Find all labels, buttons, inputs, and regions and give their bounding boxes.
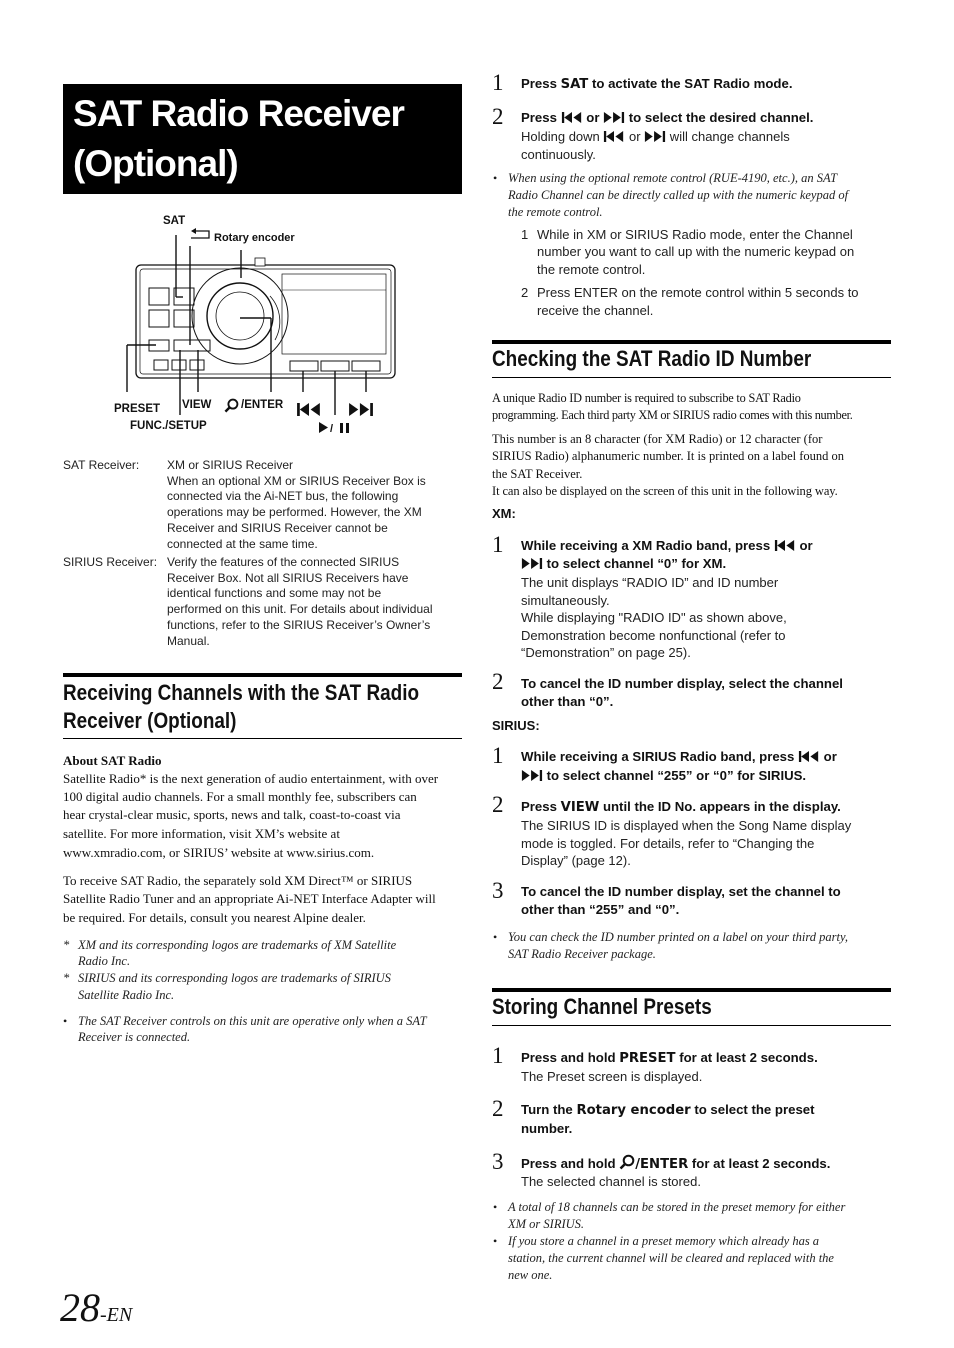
prev-track-icon <box>561 110 583 128</box>
body-text-line: www.xmradio.com, or SIRIUS’ website at www.sirius.com. <box>63 845 375 860</box>
step-text <box>521 109 813 128</box>
bullet: • <box>493 1200 498 1214</box>
body-text-line: A unique Radio ID number is required to subscribe to SAT Radio <box>492 391 801 405</box>
step-text <box>521 75 793 94</box>
step-detail: The selected channel is stored. <box>521 1174 701 1189</box>
next-track-icon <box>603 110 625 128</box>
about-sat-title: About SAT Radio <box>63 753 162 768</box>
play-pause-icon <box>318 421 358 435</box>
label-play-pause: / <box>330 423 334 435</box>
section-rule-thin <box>492 1025 891 1026</box>
definition-term: SAT Receiver: <box>63 458 140 472</box>
note-line: new one. <box>508 1268 553 1282</box>
note-line: The SAT Receiver controls on this unit are operative only when a SAT <box>78 1014 427 1028</box>
definition-line: XM or SIRIUS Receiver <box>167 458 294 472</box>
step-number: 2 <box>492 1096 504 1121</box>
step-detail: mode is toggled. For details, refer to “Changing the <box>521 836 815 851</box>
step-text-part: or <box>795 538 813 553</box>
step-text-part: Turn the <box>521 1102 577 1117</box>
bullet: • <box>63 1014 68 1028</box>
footnote-mark: * <box>63 938 70 952</box>
step-detail: Demonstration become nonfunctional (refer to <box>521 628 786 643</box>
definition-line: Verify the features of the connected SIRIUS <box>167 555 400 569</box>
step-text-part: While receiving a SIRIUS Radio band, press <box>521 749 799 764</box>
step-number: 1 <box>492 70 504 95</box>
page-number-suffix: -EN <box>100 1304 133 1326</box>
body-text-line: the SAT Receiver. <box>492 467 583 481</box>
label-func-setup: FUNC./SETUP <box>130 420 207 432</box>
step-detail: The unit displays “RADIO ID” and ID number <box>521 575 779 590</box>
note-line: If you store a channel in a preset memory which already has a <box>508 1234 820 1248</box>
bullet: • <box>493 930 498 944</box>
step-text <box>521 1101 815 1120</box>
note-line: Radio Channel can be directly called up with the numeric keypad of <box>508 188 849 202</box>
step-text-part: Press <box>521 110 561 125</box>
note-line: the remote control. <box>508 205 603 219</box>
definition-line: When an optional XM or SIRIUS Receiver Box is <box>167 474 426 488</box>
step-text <box>521 555 726 574</box>
page-number <box>60 1286 132 1337</box>
step-text <box>521 1154 830 1175</box>
step-text: To cancel the ID number display, select the channel <box>521 676 843 691</box>
prev-track-icon <box>603 129 625 147</box>
step-number: 1 <box>492 532 504 557</box>
substep-line: Press ENTER on the remote control within 5 seconds to <box>537 285 859 300</box>
definition-line: functions, refer to the SIRIUS Receiver’s Owner’s <box>167 618 431 632</box>
step-text-part: Press and hold <box>521 1155 620 1171</box>
body-text-line: satellite. For more information, visit XM’s website at <box>63 826 340 841</box>
definition-line: Manual. <box>167 634 210 648</box>
step-text-part: to select channel “0” for XM. <box>543 556 727 571</box>
body-text-line: be required. For details, consult you nearest Alpine dealer. <box>63 910 366 925</box>
note-line: XM or SIRIUS. <box>508 1217 585 1231</box>
step-detail: simultaneously. <box>521 593 610 608</box>
footnote-line: XM and its corresponding logos are trademarks of XM Satellite <box>78 938 397 952</box>
step-number: 2 <box>492 669 504 694</box>
step-text-part: to select channel “255” or “0” for SIRIUS. <box>543 768 807 783</box>
prev-track-icon <box>293 403 325 416</box>
step-text <box>521 767 806 786</box>
footnote-line: Satellite Radio Inc. <box>78 988 175 1002</box>
bullet: • <box>493 171 498 185</box>
section-rule <box>492 340 891 344</box>
page-title-block <box>63 84 462 194</box>
footnote-mark: * <box>63 971 70 985</box>
view-key: VIEW <box>560 800 600 815</box>
step-text-part: for at least 2 seconds. <box>688 1155 831 1171</box>
search-icon <box>224 398 239 413</box>
definition-line: connected via the Ai-NET bus, the following <box>167 489 399 503</box>
section-rule-thin <box>63 738 462 739</box>
definition-line: performed on this unit. For details about individual <box>167 602 433 616</box>
xm-label: XM: <box>492 506 516 521</box>
step-text-part: to select the preset <box>690 1102 815 1117</box>
step-number: 1 <box>492 743 504 768</box>
next-track-icon <box>521 768 543 786</box>
label-preset: PRESET <box>114 403 161 415</box>
page-number-value: 28 <box>60 1285 100 1330</box>
note-line: A total of 18 channels can be stored in the preset memory for either <box>508 1200 846 1214</box>
body-text-line: SIRIUS Radio) alphanumeric number. It is printed on a label found on <box>492 449 845 463</box>
body-text-line: This number is an 8 character (for XM Radio) or 12 character (for <box>492 432 823 446</box>
step-detail: The Preset screen is displayed. <box>521 1069 703 1084</box>
definition-term: SIRIUS Receiver: <box>63 555 158 569</box>
section-heading-receiving-2: Receiver (Optional) <box>63 708 237 733</box>
substep-line: While in XM or SIRIUS Radio mode, enter the Channel <box>537 227 853 242</box>
step-text-part: to activate the SAT Radio mode. <box>588 76 793 91</box>
step-text-part: until the ID No. appears in the display. <box>599 799 841 814</box>
label-sat: SAT <box>163 215 186 227</box>
step-number: 3 <box>492 878 504 903</box>
body-text-line: To receive SAT Radio, the separately sold XM Direct™ or SIRIUS <box>63 873 413 888</box>
step-text-part: Press <box>521 76 561 91</box>
section-heading-receiving-1: Receiving Channels with the SAT Radio <box>63 680 420 705</box>
step-detail: Display” (page 12). <box>521 853 631 868</box>
section-heading-presets: Storing Channel Presets <box>492 994 712 1019</box>
step-detail: While displaying "RADIO ID" as shown above, <box>521 610 787 625</box>
step-number: 2 <box>492 792 504 817</box>
sirius-label: SIRIUS: <box>492 718 540 733</box>
body-text-line: programming. Each third party XM or SIRIUS radio comes with this number. <box>492 408 853 422</box>
step-detail: The SIRIUS ID is displayed when the Song Name display <box>521 818 852 833</box>
step-detail-part: or <box>625 129 645 144</box>
step-text <box>521 1049 818 1068</box>
next-track-icon <box>644 129 666 147</box>
step-number: 1 <box>492 1043 504 1068</box>
body-text-line: Satellite Radio* is the next generation of audio entertainment, with over <box>63 771 439 786</box>
step-text: other than “255” and “0”. <box>521 902 680 917</box>
step-text-part: Press and hold <box>521 1050 620 1065</box>
step-text <box>521 537 813 556</box>
note-line: Receiver is connected. <box>78 1030 191 1044</box>
substep-line: the remote control. <box>537 262 646 277</box>
step-text: To cancel the ID number display, set the channel to <box>521 884 841 899</box>
footnote-line: SIRIUS and its corresponding logos are trademarks of SIRIUS <box>78 971 391 985</box>
definition-line: connected at the same time. <box>167 537 318 551</box>
substep-number: 2 <box>521 285 529 300</box>
preset-key: PRESET <box>619 1051 676 1066</box>
substep-number: 1 <box>521 227 529 242</box>
sat-key: SAT <box>560 77 589 92</box>
body-text-line: Satellite Radio Tuner and an appropriate Ai-NET Interface Adapter will <box>63 891 436 906</box>
step-number: 2 <box>492 104 504 129</box>
note-line: When using the optional remote control (RUE-4190, etc.), an SAT <box>508 171 838 185</box>
step-text-part: or <box>820 749 837 764</box>
step-text-part: or <box>582 110 604 125</box>
section-rule <box>63 673 462 677</box>
definition-line: Receiver Box. Not all SIRIUS Receivers have <box>167 571 409 585</box>
device-diagram <box>110 210 410 440</box>
section-rule-thin <box>492 377 891 378</box>
step-text <box>521 748 837 767</box>
label-rotary-encoder: Rotary encoder <box>214 232 295 244</box>
definition-line: operations may be performed. However, the XM <box>167 505 422 519</box>
note-line: You can check the ID number printed on a label on your third party, <box>508 930 849 944</box>
search-icon <box>619 1154 635 1175</box>
enter-key: /ENTER <box>635 1156 689 1172</box>
bullet: • <box>493 1234 498 1248</box>
footnote-line: Radio Inc. <box>78 954 131 968</box>
prev-track-icon <box>774 538 796 556</box>
step-text: number. <box>521 1121 573 1136</box>
substep-line: number you want to call up with the numeric keypad on <box>537 244 855 259</box>
definition-line: Receiver and SIRIUS Receiver cannot be <box>167 521 388 535</box>
step-detail <box>521 128 790 146</box>
next-track-icon <box>346 403 376 416</box>
section-heading-checking: Checking the SAT Radio ID Number <box>492 346 812 371</box>
definition-line: identical functions and some may not be <box>167 586 382 600</box>
step-text: other than “0”. <box>521 694 614 709</box>
step-number: 3 <box>492 1149 504 1174</box>
page-title-line1: SAT Radio Receiver <box>73 93 404 134</box>
page-title-line2: (Optional) <box>73 143 238 184</box>
next-track-icon <box>521 556 543 574</box>
section-rule <box>492 988 891 992</box>
body-text-line: 100 digital audio channels. For a small monthly fee, subscribers can <box>63 789 417 804</box>
body-text-line: It can also be displayed on the screen of this unit in the following way. <box>492 484 838 498</box>
step-detail-part: Holding down <box>521 129 604 144</box>
step-detail: continuously. <box>521 147 596 162</box>
note-line: station, the current channel will be cleared and replaced with the <box>508 1251 834 1265</box>
substep-line: receive the channel. <box>537 303 654 318</box>
label-enter: /ENTER <box>241 399 284 411</box>
step-text <box>521 798 841 817</box>
step-detail: “Demonstration” on page 25). <box>521 645 691 660</box>
step-text-part: While receiving a XM Radio band, press <box>521 538 774 553</box>
step-detail-part: will change channels <box>666 129 790 144</box>
step-text-part: Press <box>521 799 561 814</box>
body-text-line: hear crystal-clear music, sports, news and talk, coast-to-coast via <box>63 807 401 822</box>
rotary-encoder-key: Rotary encoder <box>576 1103 691 1118</box>
prev-track-icon <box>798 749 820 767</box>
step-text-part: for at least 2 seconds. <box>675 1050 818 1065</box>
note-line: SAT Radio Receiver package. <box>508 947 656 961</box>
step-text-part: to select the desired channel. <box>625 110 814 125</box>
label-view: VIEW <box>182 399 212 411</box>
